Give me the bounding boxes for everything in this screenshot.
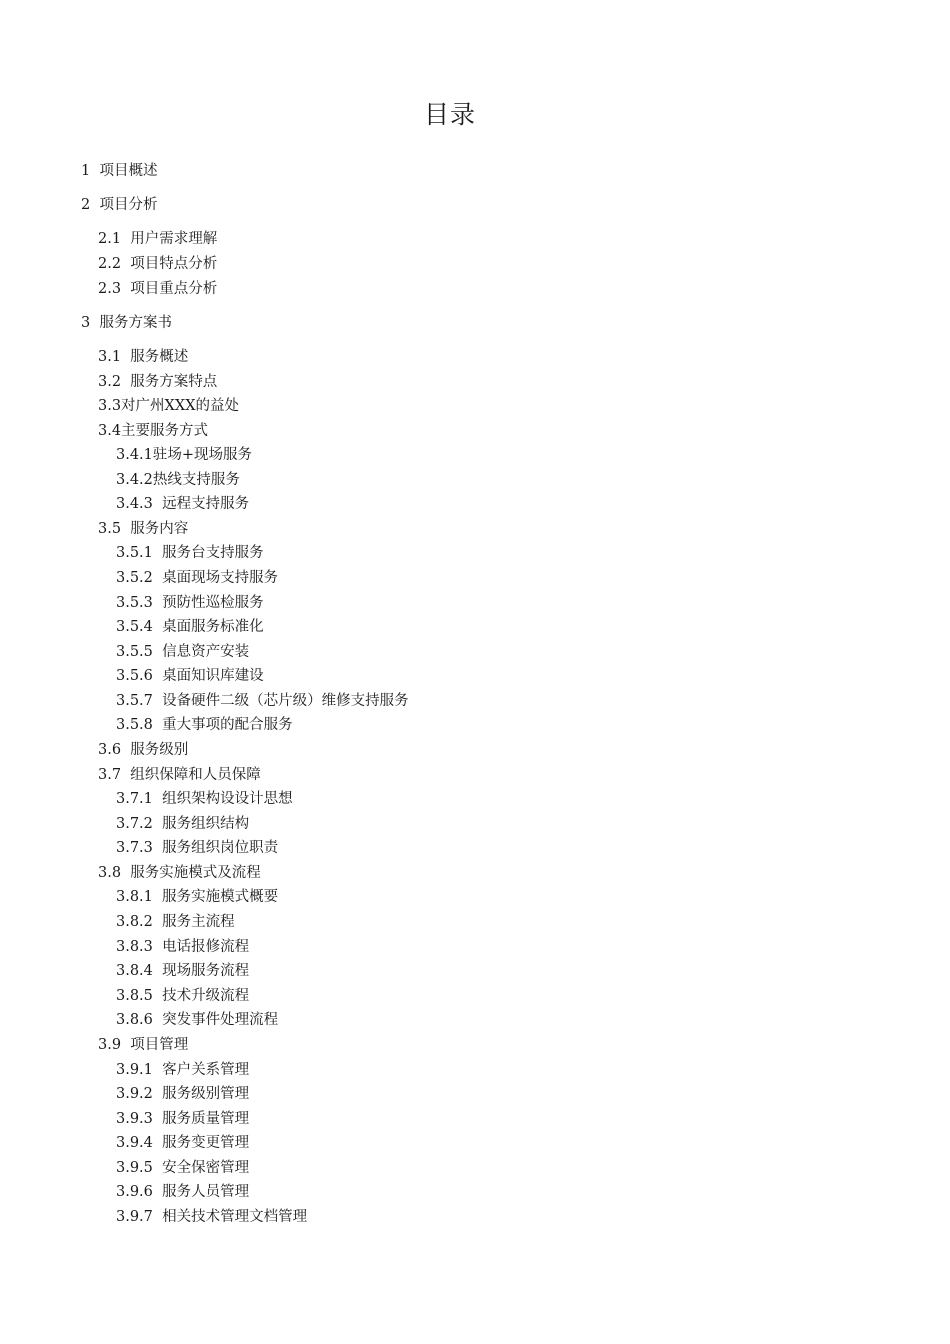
toc-entry-level-3[interactable]: 3.5.1 服务台支持服务 (116, 545, 264, 561)
toc-entry-level-3[interactable]: 3.7.1 组织架构设设计思想 (116, 791, 293, 807)
toc-entry-level-1[interactable]: 1 项目概述 (81, 163, 158, 179)
toc-entry-level-3[interactable]: 3.9.7 相关技术管理文档管理 (116, 1209, 308, 1225)
toc-entry-level-2[interactable]: 3.8 服务实施模式及流程 (98, 865, 261, 881)
toc-entry-level-3[interactable]: 3.7.2 服务组织结构 (116, 816, 250, 832)
toc-entry-level-3[interactable]: 3.5.2 桌面现场支持服务 (116, 570, 279, 586)
toc-entry-level-3[interactable]: 3.9.4 服务变更管理 (116, 1135, 250, 1151)
toc-entry-level-2[interactable]: 2.1 用户需求理解 (98, 231, 218, 247)
toc-entry-level-2[interactable]: 3.5 服务内容 (98, 521, 189, 537)
toc-entry-level-3[interactable]: 3.8.4 现场服务流程 (116, 963, 250, 979)
toc-entry-level-3[interactable]: 3.5.7 设备硬件二级（芯片级）维修支持服务 (116, 693, 409, 709)
toc-entry-level-3[interactable]: 3.4.3 远程支持服务 (116, 496, 250, 512)
page-title: 目录 (423, 100, 476, 129)
toc-entry-level-3[interactable]: 3.4.2热线支持服务 (116, 472, 240, 488)
toc-entry-level-3[interactable]: 3.9.5 安全保密管理 (116, 1160, 250, 1176)
toc-entry-level-3[interactable]: 3.9.2 服务级别管理 (116, 1086, 250, 1102)
toc-entry-level-3[interactable]: 3.5.4 桌面服务标准化 (116, 619, 264, 635)
toc-entry-level-3[interactable]: 3.8.1 服务实施模式概要 (116, 889, 279, 905)
toc-entry-level-2[interactable]: 2.2 项目特点分析 (98, 256, 218, 272)
toc-entry-level-2[interactable]: 3.2 服务方案特点 (98, 374, 218, 390)
toc-entry-level-2[interactable]: 3.4主要服务方式 (98, 423, 209, 439)
toc-entry-level-3[interactable]: 3.5.6 桌面知识库建设 (116, 668, 264, 684)
toc-entry-level-3[interactable]: 3.9.1 客户关系管理 (116, 1062, 250, 1078)
toc-entry-level-1[interactable]: 3 服务方案书 (81, 315, 172, 331)
toc-entry-level-2[interactable]: 3.1 服务概述 (98, 349, 189, 365)
toc-entry-level-2[interactable]: 2.3 项目重点分析 (98, 281, 218, 297)
toc-entry-level-3[interactable]: 3.5.8 重大事项的配合服务 (116, 717, 293, 733)
toc-entry-level-2[interactable]: 3.6 服务级别 (98, 742, 189, 758)
toc-entry-level-3[interactable]: 3.9.6 服务人员管理 (116, 1184, 250, 1200)
toc-entry-level-3[interactable]: 3.8.2 服务主流程 (116, 914, 235, 930)
toc-entry-level-2[interactable]: 3.9 项目管理 (98, 1037, 189, 1053)
toc-entry-level-3[interactable]: 3.8.3 电话报修流程 (116, 939, 250, 955)
toc-entry-level-3[interactable]: 3.5.5 信息资产安装 (116, 644, 250, 660)
toc-entry-level-3[interactable]: 3.9.3 服务质量管理 (116, 1111, 250, 1127)
toc-entry-level-3[interactable]: 3.8.6 突发事件处理流程 (116, 1012, 279, 1028)
toc-entry-level-1[interactable]: 2 项目分析 (81, 197, 158, 213)
toc-entry-level-2[interactable]: 3.3对广州XXX的益处 (98, 398, 240, 414)
toc-entry-level-3[interactable]: 3.7.3 服务组织岗位职责 (116, 840, 279, 856)
toc-entry-level-2[interactable]: 3.7 组织保障和人员保障 (98, 767, 261, 783)
toc-entry-level-3[interactable]: 3.4.1驻场+现场服务 (116, 447, 253, 463)
toc-entry-level-3[interactable]: 3.5.3 预防性巡检服务 (116, 595, 264, 611)
toc-entry-level-3[interactable]: 3.8.5 技术升级流程 (116, 988, 250, 1004)
